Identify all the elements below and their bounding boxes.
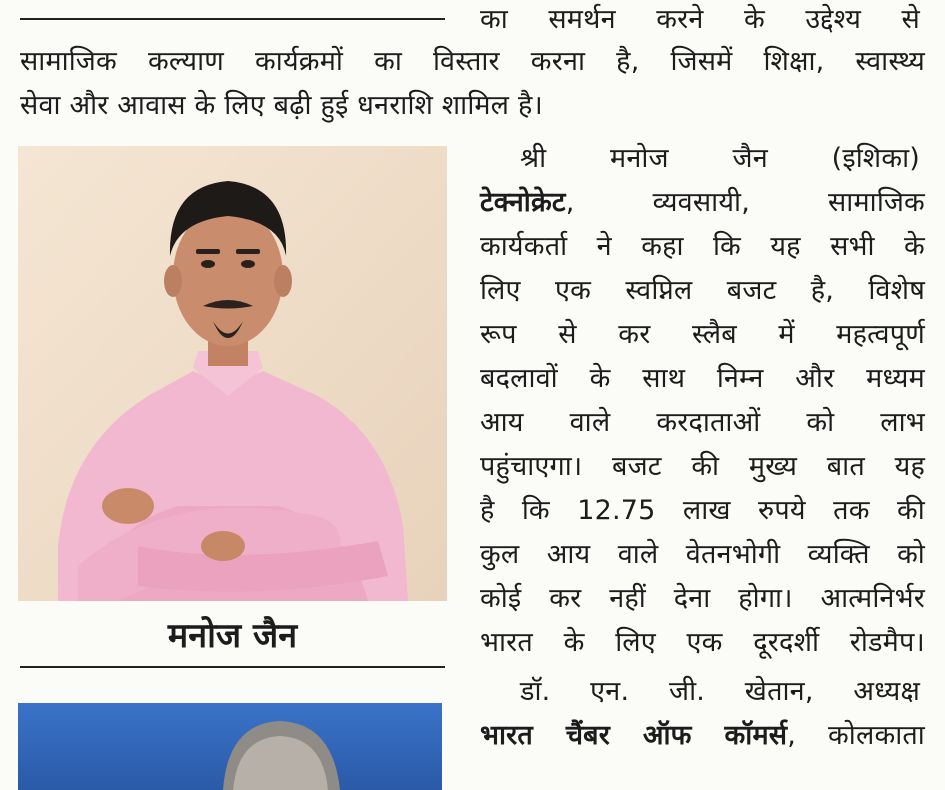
- article-col-line-14: [480, 716, 925, 756]
- article-col-line-6: बदलावों के साथ निम्न और मध्यम: [480, 363, 925, 394]
- article-full-line-2: सेवा और आवास के लिए बढ़ी हुई धनराशि शामिल है।: [20, 90, 543, 121]
- second-portrait-illustration: [18, 703, 442, 790]
- article-col-line-10: कुल आय वाले वेतनभोगी व्यक्ति को: [480, 539, 925, 570]
- top-divider: [20, 18, 445, 20]
- photo-caption: मनोज जैन: [167, 616, 298, 656]
- bold-technocrat: टेक्नोक्रेट: [480, 187, 566, 218]
- caption-divider: [20, 666, 445, 668]
- article-col-line-9: है कि 12.75 लाख रुपये तक की: [480, 495, 925, 526]
- photo-manoj-jain: [18, 146, 447, 601]
- article-col-line-1: श्री मनोज जैन (इशिका): [520, 143, 920, 174]
- portrait-illustration: [18, 146, 447, 601]
- line14-rest: , कोलकाता: [787, 720, 926, 751]
- article-col-line-13: डॉ. एन. जी. खेतान, अध्यक्ष: [520, 676, 920, 707]
- bold-bharat-chamber: भारत चैंबर ऑफ कॉमर्स: [480, 720, 788, 751]
- article-col-line-11: कोई कर नहीं देना होगा। आत्मनिर्भर: [480, 583, 925, 614]
- article-full-line-1: सामाजिक कल्याण कार्यक्रमों का विस्तार करना है, जिसमें शिक्षा, स्वास्थ्य: [20, 46, 925, 77]
- article-line-top: का समर्थन करने के उद्देश्य से: [480, 4, 920, 35]
- article-col-line-7: आय वाले करदाताओं को लाभ: [480, 407, 925, 438]
- article-col-line-12: भारत के लिए एक दूरदर्शी रोडमैप।: [480, 627, 925, 658]
- photo-second-person: [18, 703, 442, 790]
- article-col-line-5: रूप से कर स्लैब में महत्वपूर्ण: [480, 319, 925, 350]
- article-col-line-4: लिए एक स्वप्निल बजट है, विशेष: [480, 275, 925, 306]
- article-col-line-8: पहुंचाएगा। बजट की मुख्य बात यह: [480, 451, 925, 482]
- article-col-line-2: [480, 183, 925, 223]
- line2-rest: , व्यवसायी, सामाजिक: [565, 187, 925, 218]
- article-col-line-3: कार्यकर्ता ने कहा कि यह सभी के: [480, 231, 925, 262]
